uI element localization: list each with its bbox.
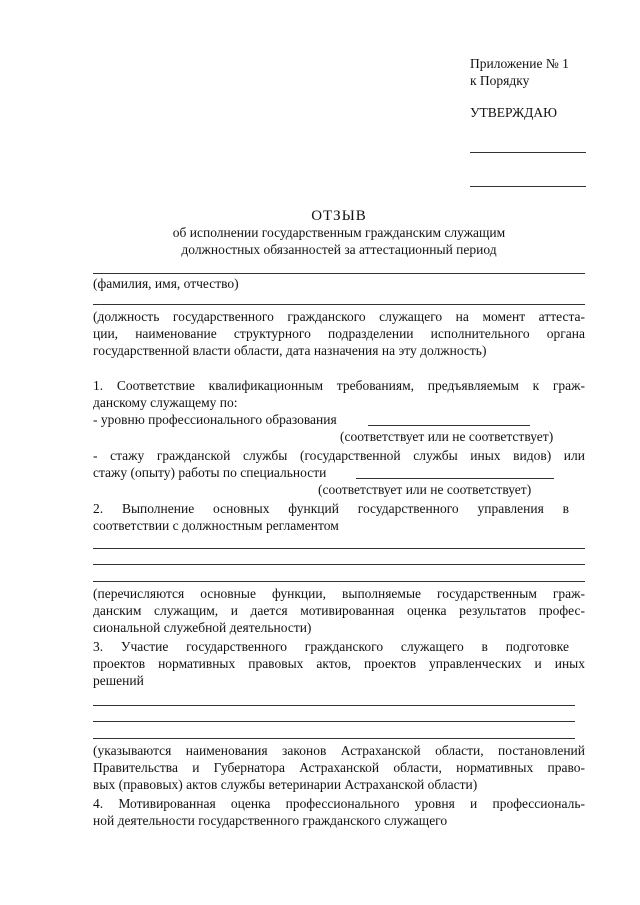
position-hint-line-2: ции, наименование структурного подразделении исполнительного органа	[93, 326, 585, 341]
document-title: ОТЗЫВ	[311, 208, 367, 224]
title-subline-2: должностных обязанностей за аттестационный период	[181, 242, 497, 257]
section1-experience-line-1: - стажу гражданской службы (государственной службы иных видов) или	[93, 448, 585, 463]
section4-line-1: 4. Мотивированная оценка профессионального уровня и профессиональ-	[93, 796, 585, 811]
section3-fill-line-3	[93, 738, 575, 739]
position-fill-line	[93, 304, 585, 305]
section3-line-3: решений	[93, 673, 144, 688]
section2-fill-line-1	[93, 548, 585, 549]
section3-hint-line-1: (указываются наименования законов Астраханской области, постановлений	[93, 743, 585, 758]
approve-label: УТВЕРЖДАЮ	[470, 105, 558, 120]
section2-hint-line-3: сиональной служебной деятельности)	[93, 620, 312, 635]
section4-line-2: ной деятельности государственного гражданского служащего	[93, 813, 448, 828]
section1-line-2: данскому служащему по:	[93, 395, 238, 410]
fio-hint: (фамилия, имя, отчество)	[93, 276, 239, 291]
section3-fill-line-1	[93, 705, 575, 706]
section3-line-1: 3. Участие государственного гражданского служащего в подготовке	[93, 639, 569, 654]
position-hint-line-1: (должность государственного гражданского служащего на момент аттеста-	[93, 309, 585, 324]
experience-hint: (соответствует или не соответствует)	[318, 482, 532, 497]
section2-fill-line-2	[93, 564, 585, 565]
fio-fill-line	[93, 273, 585, 274]
section3-fill-line-2	[93, 721, 575, 722]
title-subline-1: об исполнении государственным гражданским служащим	[172, 225, 506, 240]
education-fill-line	[368, 425, 530, 426]
section2-hint-line-1: (перечисляются основные функции, выполняемые государственным граж-	[93, 586, 585, 601]
section3-hint-line-3: вых (правовых) актов службы ветеринарии Астраханской области)	[93, 777, 478, 792]
order-ref-label: к Порядку	[470, 73, 530, 88]
section1-education: - уровню профессионального образования	[93, 412, 337, 427]
section2-line-1: 2. Выполнение основных функций государственного управления в	[93, 501, 569, 516]
education-hint: (соответствует или не соответствует)	[340, 429, 554, 444]
position-hint-line-3: государственной власти области, дата назначения на эту должность)	[93, 343, 487, 358]
section3-hint-line-2: Правительства и Губернатора Астраханской области, нормативных право-	[93, 760, 585, 775]
section1-line-1: 1. Соответствие квалификационным требованиям, предъявляемым к граж-	[93, 378, 585, 393]
experience-fill-line	[356, 478, 554, 479]
approve-signature-line-2	[470, 186, 586, 187]
approve-signature-line-1	[470, 152, 586, 153]
appendix-label: Приложение № 1	[470, 56, 569, 71]
section2-fill-line-3	[93, 581, 585, 582]
section3-line-2: проектов нормативных правовых актов, проектов управленческих и иных	[93, 656, 585, 671]
section2-line-2: соответствии с должностным регламентом	[93, 518, 339, 533]
section1-experience-line-2: стажу (опыту) работы по специальности	[93, 465, 327, 480]
section2-hint-line-2: данским служащим, и дается мотивированная оценка результатов профес-	[93, 603, 585, 618]
